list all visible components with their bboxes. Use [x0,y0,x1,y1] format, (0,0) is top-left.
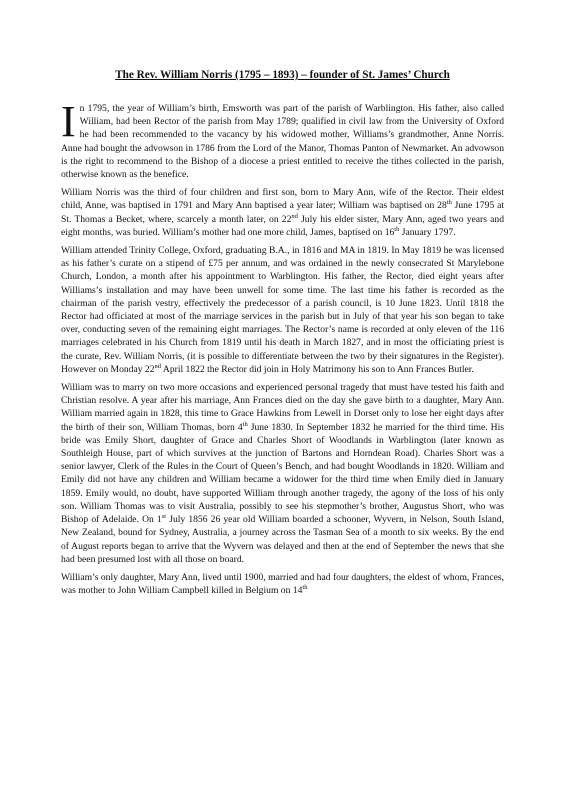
paragraph-3 [61,244,504,376]
superscript: nd [291,212,298,220]
paragraph-text: William attended Trinity College, Oxford, graduating B.A., in 1816 and MA in 1819. In May 1819 he was licensed as his father’s curate on a stipend of £75 per annum, and was ordained in the newly consecrated St Marylebone Church, London, a month after his appointment to Warblington. His father, the Rector, died eight years after Williams’s installation and may have been unwell for some time. The last time his father is recorded as the chairman of the parish vestry, effectively the predecessor of a parish council, is 10 June 1823. Until 1818 the Rector had officiated at most of the marriage services in the parish but in July of that year his son began to take over, conducting seven of the remaining eight marriages. The Rector’s name is recorded at only eleven of the 116 marriages celebrated in his Church from 1819 until his death in March 1827, and in most the officiating priest is the curate, Rev. William Norris, (it is possible to differentiate between the two by their signatures in the Register). However on Monday 22 [61,245,504,375]
paragraph-text: July 1856 26 year old William boarded a schooner, Wyvern, in Nelson, South Island, New Zealand, bound for Sydney, Australia, a journey across the Tasman Sea of a month to six weeks. By the end of August reports began to arrive that the Wyvern was delayed and then at the end of September the news that she had been presumed lost with all those on board. [61,514,504,565]
paragraph-2 [61,186,504,239]
superscript: nd [154,362,162,370]
paragraph-1 [61,97,504,181]
paragraph-text: June 1830. In September 1832 he married for the third time. His bride was Emily Short, daughter of Grace and Charles Short of Woodlands in Warblington (later known as Southleigh House, part of which survives at the junction of Bartons and Horndean Road). Charles Short was a senior lawyer, Clerk of the Rules in the Court of Queen’s Bench, and had bought Woodlands in 1820. William and Emily did not have any children and William became a widower for the third time when Emily died in January 1859. Emily would, no doubt, have supported William through another tragedy, the agony of the loss of his only son. William Thomas was to visit Australia, possibly to see his stepmother’s brother, Augustus Short, who was Bishop of Adelaide. On 1 [61,421,504,526]
superscript: th [242,420,248,428]
drop-cap: I [61,97,76,146]
paragraph-text: n 1795, the year of William’s birth, Emsworth was part of the parish of Warblington. His father, also called William, had been Rector of the parish from May 1789; qualified in civil law from the University of Oxford he had been recommended to the vacancy by his widowed mother, Williams’s grandmother, Anne Norris. Anne had bought the advowson in 1786 from the Lord of the Manor, Thomas Panton of Newmarket. An advowson is the right to recommend to the Bishop of a diocese a priest entitled to receive the tithes collected in the parish, otherwise known as the benefice. [61,103,504,181]
paragraph-text: July his elder sister, Mary Ann, aged two years and eight months, was buried. William’s mother had one more child, James, baptised on 16 [61,213,504,238]
paragraph-text: William Norris was the third of four children and first son, born to Mary Ann, wife of the Rector. Their eldest child, Anne, was baptised in 1791 and Mary Ann baptised a year later; William was baptised on 28 [61,187,504,212]
superscript: th [394,225,400,233]
paragraph-text: William’s only daughter, Mary Ann, lived until 1900, married and had four daughters, the eldest of whom, Frances, was mother to John William Campbell killed in Belgium on 14 [61,571,504,597]
superscript: st [161,512,167,520]
superscript: th [446,199,452,207]
page-title: The Rev. William Norris (1795 – 1893) – founder of St. James’ Church [115,69,450,81]
paragraph-text: April 1822 the Rector did join in Holy Matrimony his son to Ann Frances Butler. [161,363,474,375]
paragraph-text: January 1797. [399,226,456,238]
paragraph-text: June 1795 at St. Thomas a Becket, where, scarcely a month later, on 22 [61,200,504,225]
superscript: th [302,583,308,591]
paragraph-4 [61,381,504,566]
paragraph-text: William was to marry on two more occasions and experienced personal tragedy that must have tested his faith and Christian resolve. A year after his marriage, Ann Frances died on the day she gave birth to a daughter, Mary Ann. William married again in 1828, this time to Grace Hawkins from Lewell in Dorset only to lose her eight days after the birth of their son, William Thomas, born 4 [61,382,504,433]
paragraph-5 [61,571,504,597]
document-page [61,58,504,602]
